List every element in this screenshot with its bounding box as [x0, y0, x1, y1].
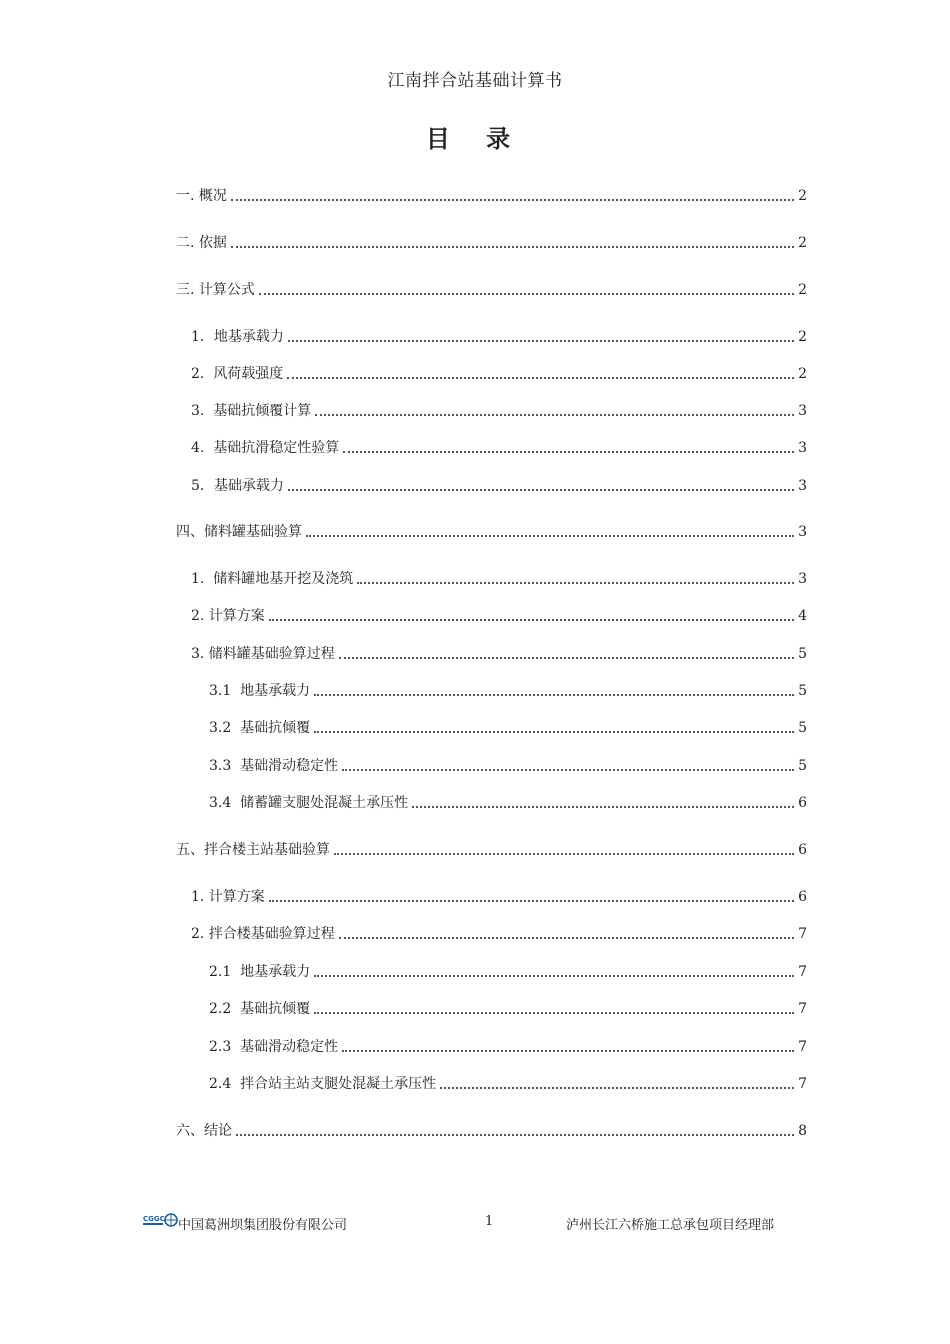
toc-entry-page: 6 [798, 889, 807, 905]
toc-entry-label: 1. 计算方案 [191, 889, 265, 905]
toc-entry[interactable] [191, 475, 807, 497]
toc-entry-page: 3 [798, 440, 807, 456]
toc-entry[interactable] [209, 680, 807, 702]
toc-entry-page: 7 [798, 1039, 807, 1055]
toc-leader-dots [306, 535, 794, 537]
toc-entry-label: 2. 风荷载强度 [191, 366, 284, 382]
toc-entry-page: 5 [798, 683, 807, 699]
toc-entry-page: 6 [798, 795, 807, 811]
toc-entry[interactable] [209, 717, 807, 739]
toc-leader-dots [342, 1050, 794, 1052]
toc-entry-page: 5 [798, 758, 807, 774]
toc-entry-label: 2.2 基础抗倾覆 [209, 1001, 311, 1017]
toc-entry[interactable] [209, 998, 807, 1020]
toc-entry[interactable] [191, 923, 807, 945]
toc-entry-page: 7 [798, 964, 807, 980]
toc-entry-page: 2 [798, 366, 807, 382]
toc-entry[interactable] [176, 839, 807, 861]
toc-entry[interactable] [176, 1120, 807, 1142]
toc-leader-dots [236, 1134, 794, 1136]
toc-entry-page: 3 [798, 524, 807, 540]
toc-entry-page: 7 [798, 926, 807, 942]
footer-page-number: 1 [485, 1214, 494, 1229]
toc-entry-label: 2. 计算方案 [191, 608, 265, 624]
toc-entry-page: 8 [798, 1123, 807, 1139]
toc-entry-label: 五、拌合楼主站基础验算 [176, 842, 330, 858]
toc-entry-label: 3.4 储蓄罐支腿处混凝土承压性 [209, 795, 409, 811]
toc-entry[interactable] [176, 521, 807, 543]
toc-entry-label: 三. 计算公式 [176, 282, 255, 298]
toc-entry[interactable] [191, 643, 807, 665]
toc-entry-page: 3 [798, 571, 807, 587]
toc-entry[interactable] [191, 886, 807, 908]
toc-entry-label: 3. 储料罐基础验算过程 [191, 646, 335, 662]
toc-entry[interactable] [191, 568, 807, 590]
toc-entry[interactable] [191, 326, 807, 348]
toc-entry[interactable] [176, 232, 807, 254]
footer-department: 泸州长江六桥施工总承包项目经理部 [566, 1218, 775, 1233]
toc-leader-dots [269, 619, 794, 621]
toc-entry-page: 3 [798, 478, 807, 494]
toc-entry-label: 4. 基础抗滑稳定性验算 [191, 440, 340, 456]
toc-entry-page: 2 [798, 188, 807, 204]
toc-entry[interactable] [209, 961, 807, 983]
toc-entry-page: 2 [798, 235, 807, 251]
toc-entry-label: 二. 依据 [176, 235, 227, 251]
toc-entry-label: 2.1 地基承载力 [209, 964, 311, 980]
toc-leader-dots [314, 731, 794, 733]
toc-leader-dots [259, 293, 794, 295]
toc-leader-dots [334, 853, 794, 855]
toc-entry[interactable] [191, 400, 807, 422]
toc-entry-page: 5 [798, 720, 807, 736]
toc-entry-label: 1. 储料罐地基开挖及浇筑 [191, 571, 354, 587]
toc-entry-page: 7 [798, 1076, 807, 1092]
toc-entry-page: 7 [798, 1001, 807, 1017]
toc-entry-label: 3.3 基础滑动稳定性 [209, 758, 339, 774]
toc-entry-label: 2. 拌合楼基础验算过程 [191, 926, 335, 942]
toc-leader-dots [288, 489, 794, 491]
toc-entry[interactable] [209, 755, 807, 777]
toc-leader-dots [412, 806, 794, 808]
toc-leader-dots [231, 199, 794, 201]
toc-leader-dots [357, 582, 794, 584]
toc-leader-dots [343, 451, 794, 453]
toc-leader-dots [287, 377, 794, 379]
toc-entry-label: 3.2 基础抗倾覆 [209, 720, 311, 736]
toc-entry[interactable] [191, 363, 807, 385]
toc-leader-dots [440, 1087, 794, 1089]
toc-entry-label: 5．基础承载力 [191, 478, 284, 494]
logo-text: CGGC [143, 1215, 165, 1223]
toc-leader-dots [315, 414, 794, 416]
toc-leader-dots [231, 246, 794, 248]
toc-entry[interactable] [209, 1073, 807, 1095]
toc-entry-label: 2.4 拌合站主站支腿处混凝土承压性 [209, 1076, 437, 1092]
toc-entry-page: 2 [798, 282, 807, 298]
footer-company: 中国葛洲坝集团股份有限公司 [178, 1218, 348, 1233]
toc-entry[interactable] [176, 279, 807, 301]
toc-leader-dots [339, 937, 794, 939]
toc-entry-label: 3.1 地基承载力 [209, 683, 311, 699]
toc-leader-dots [288, 340, 794, 342]
toc-leader-dots [314, 1012, 794, 1014]
toc-entry[interactable] [209, 1036, 807, 1058]
toc-entry-page: 2 [798, 329, 807, 345]
toc-entry-label: 2.3 基础滑动稳定性 [209, 1039, 339, 1055]
toc-entry-label: 1．地基承载力 [191, 329, 284, 345]
toc-entry[interactable] [191, 605, 807, 627]
toc-entry-page: 4 [798, 608, 807, 624]
toc-entry-label: 四、储料罐基础验算 [176, 524, 302, 540]
header-title: 江南拌合站基础计算书 [387, 71, 563, 91]
toc-entry-label: 一. 概况 [176, 188, 227, 204]
toc-leader-dots [269, 900, 794, 902]
toc-entry[interactable] [176, 185, 807, 207]
company-logo-icon [142, 1212, 182, 1228]
toc-entry[interactable] [209, 792, 807, 814]
toc-entry-label: 3. 基础抗倾覆计算 [191, 403, 312, 419]
footer [0, 1211, 950, 1235]
toc-leader-dots [339, 657, 794, 659]
toc-leader-dots [314, 694, 794, 696]
toc-entry[interactable] [191, 437, 807, 459]
toc-entry-page: 6 [798, 842, 807, 858]
toc-entry-label: 六、结论 [176, 1123, 232, 1139]
toc-leader-dots [342, 769, 794, 771]
toc-entry-page: 5 [798, 646, 807, 662]
toc-entry-page: 3 [798, 403, 807, 419]
toc-leader-dots [314, 975, 794, 977]
toc-title: 目 录 [425, 125, 525, 153]
